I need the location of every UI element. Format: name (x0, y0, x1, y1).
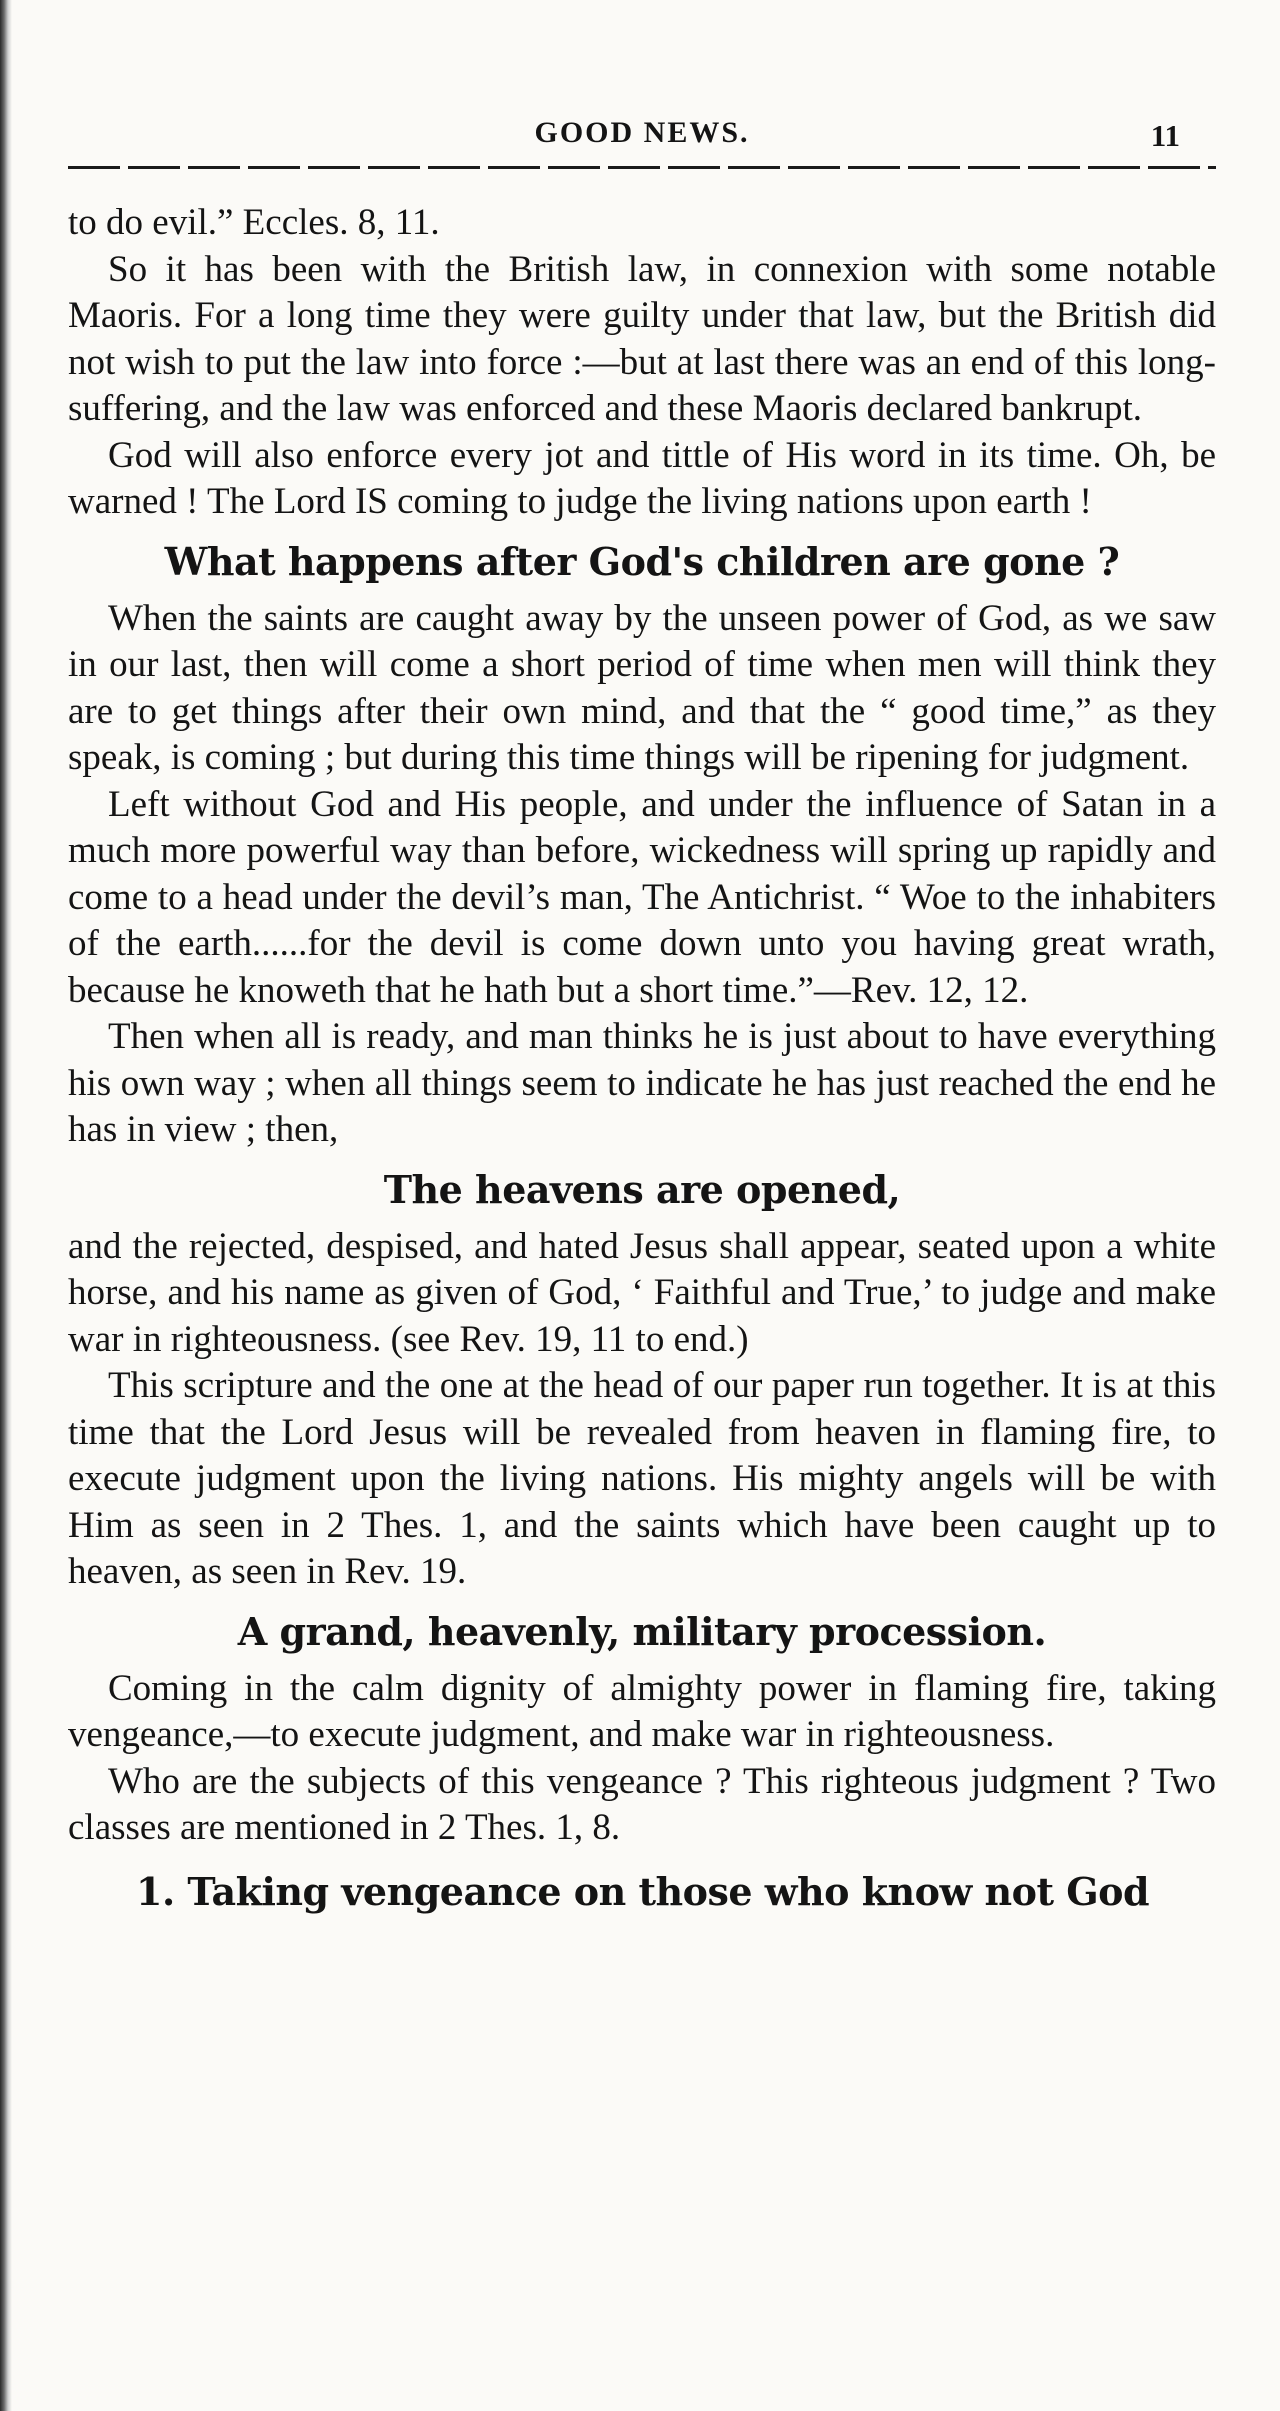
paragraph: This scripture and the one at the head of our paper run together. It is at this time that the Lord Jesus will be revealed from heaven in flaming fire, to execute judgment upon the living nations. His mighty angels will be with Him as seen in 2 Thes. 1, and the saints which have been caught up to heaven, as seen in Rev. 19. (68, 1365, 1216, 1592)
page (68, 100, 1216, 1926)
paragraph: Who are the subjects of this vengeance ? This righteous judgment ? Two classes are mentioned in 2 Thes. 1, 8. (68, 1760, 1216, 1848)
article-body (68, 200, 1216, 1920)
paragraph: So it has been with the British law, in connexion with some notable Maoris. For a long time they were guilty under that law, but the British did not wish to put the law into force :—but at last there was an end of this long-suffering, and the law was enforced and these Maoris declared bankrupt. (68, 248, 1216, 429)
section-heading: 1. Taking vengeance on those who know not God (136, 1868, 1150, 1914)
paragraph: and the rejected, despised, and hated Jesus shall appear, seated upon a white horse, and his name as given of God, ‘ Faithful and True,’ to judge and make war in righteousness. (see Rev. 19, 11 to end.) (68, 1225, 1216, 1360)
page-number: 11 (1150, 118, 1180, 153)
paragraph: to do evil.” Eccles. 8, 11. (68, 202, 440, 243)
running-title: GOOD NEWS. (534, 116, 750, 149)
section-heading: The heavens are opened, (383, 1166, 901, 1212)
page-binding-edge (0, 0, 12, 2411)
paragraph: God will also enforce every jot and tittle of His word in its time. Oh, be warned ! The Lord IS coming to judge the living nations upon earth ! (68, 434, 1216, 522)
paragraph: When the saints are caught away by the unseen power of God, as we saw in our last, then will come a short period of time when men will think they are to get things after their own mind, and that the “ good time,” as they speak, is coming ; but during this time things will be ripening for judgment. (68, 597, 1216, 778)
paragraph: Left without God and His people, and under the influence of Satan in a much more powerful way than before, wickedness will spring up rapidly and come to a head under the devil’s man, The Antichrist. “ Woe to the inhabiters of the earth......for the devil is come down unto you having great wrath, because he knoweth that he hath but a short time.”—Rev. 12, 12. (68, 783, 1216, 1011)
paragraph: Then when all is ready, and man thinks he is just about to have everything his own way ; when all things seem to indicate he has just reached the end he has in view ; then, (68, 1016, 1216, 1150)
running-head (68, 100, 1216, 160)
section-heading: What happens after God's children are gone ? (164, 538, 1120, 584)
section-heading: A grand, heavenly, military procession. (237, 1608, 1047, 1654)
header-rule (68, 166, 1216, 169)
paragraph: Coming in the calm dignity of almighty power in flaming fire, taking vengeance,—to execute judgment, and make war in righteousness. (68, 1667, 1216, 1755)
